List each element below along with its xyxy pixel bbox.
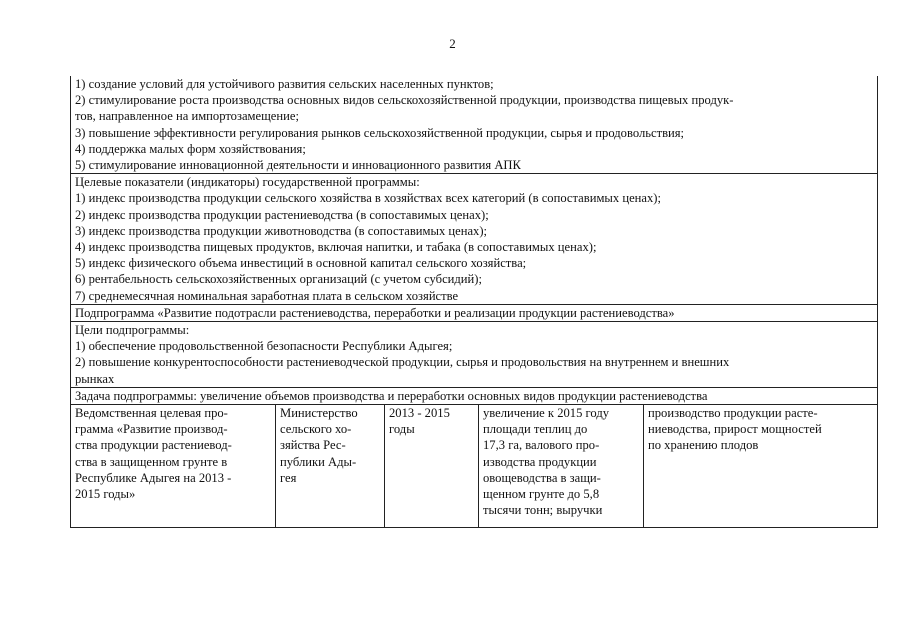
cell-line: по хранению плодов (648, 438, 759, 453)
indicators-title: Целевые показатели (индикаторы) государственной программы: (75, 175, 420, 190)
goal-line: 2) повышение конкурентоспособности растениеводческой продукции, сырья и продовольствия на внутреннем и внешних (75, 355, 730, 370)
cell-line: щенном грунте до 5,8 (483, 487, 600, 502)
cell-line: грамма «Развитие производ- (75, 422, 228, 437)
cell-line: 2013 - 2015 (389, 406, 450, 421)
indicator-cell (643, 405, 877, 527)
cell-line: Ведомственная целевая про- (75, 406, 228, 421)
cell-line: 17,3 га, валового про- (483, 438, 600, 453)
cell-line: годы (389, 422, 415, 437)
indicator-line: 4) индекс производства пищевых продуктов, включая напитки, и табака (в сопоставимых ценах); (75, 240, 597, 255)
goals-title: Цели подпрограммы: (75, 323, 190, 338)
result-cell (478, 405, 643, 527)
subprogram-line: Подпрограмма «Развитие подотрасли растениеводства, переработки и реализации продукции растениеводства» (75, 305, 675, 320)
task-line: 4) поддержка малых форм хозяйствования; (75, 141, 306, 156)
table-row (71, 404, 877, 527)
cell-line: Министерство (280, 406, 358, 421)
subprogram-task-line: Задача подпрограммы: увеличение объемов производства и переработки основных видов продукции растениеводства (75, 388, 708, 403)
cell-line: ства продукции растениевод- (75, 438, 232, 453)
task-line: 3) повышение эффективности регулирования рынков сельскохозяйственной продукции, сырья и продовольствия; (75, 125, 685, 140)
subprogram-task (71, 387, 877, 404)
indicator-line: 7) среднемесячная номинальная заработная плата в сельском хозяйстве (75, 288, 459, 303)
goals-block (71, 321, 877, 387)
cell-line: увеличение к 2015 году (483, 406, 610, 421)
task-line: 2) стимулирование роста производства основных видов сельскохозяйственной продукции, производства пищевых продук- (75, 93, 734, 108)
executor-cell (275, 405, 384, 527)
indicators-block (71, 173, 877, 304)
goal-line: 1) обеспечение продовольственной безопасности Республики Адыгея; (75, 339, 453, 354)
task-line: 1) создание условий для устойчивого развития сельских населенных пунктов; (75, 77, 494, 91)
cell-line: сельского хо- (280, 422, 352, 437)
cell-line: производство продукции расте- (648, 406, 818, 421)
cell-line: Республике Адыгея на 2013 - (75, 470, 232, 485)
cell-line: публики Ады- (280, 454, 357, 469)
page-number: 2 (449, 36, 456, 51)
tasks-block (71, 76, 877, 173)
cell-line: ниеводства, прирост мощностей (648, 422, 822, 437)
cell-line: 2015 годы» (75, 487, 136, 502)
cell-line: овощеводства в защи- (483, 470, 601, 485)
indicator-line: 1) индекс производства продукции сельского хозяйства в хозяйствах всех категорий (в сопоставимых ценах); (75, 191, 661, 206)
task-line: 5) стимулирование инновационной деятельности и инновационного развития АПК (75, 158, 521, 173)
indicator-line: 5) индекс физического объема инвестиций в основной капитал сельского хозяйства; (75, 256, 527, 271)
indicator-line: 6) рентабельность сельскохозяйственных организаций (с учетом субсидий); (75, 272, 482, 287)
period-cell (384, 405, 478, 527)
goal-line: рынках (75, 371, 115, 386)
cell-line: тысячи тонн; выручки (483, 503, 603, 518)
program-cell (71, 405, 275, 527)
indicator-line: 2) индекс производства продукции растениеводства (в сопоставимых ценах); (75, 207, 489, 222)
cell-line: ства в защищенном грунте в (75, 454, 228, 469)
cell-line: зяйства Рес- (280, 438, 346, 453)
indicator-line: 3) индекс производства продукции животноводства (в сопоставимых ценах); (75, 223, 488, 238)
cell-line: площади теплиц до (483, 422, 588, 437)
subprogram-title (71, 304, 877, 321)
task-line: тов, направленное на импортозамещение; (75, 109, 299, 124)
program-table (70, 76, 878, 528)
cell-line: гея (280, 470, 297, 485)
cell-line: изводства продукции (483, 454, 597, 469)
